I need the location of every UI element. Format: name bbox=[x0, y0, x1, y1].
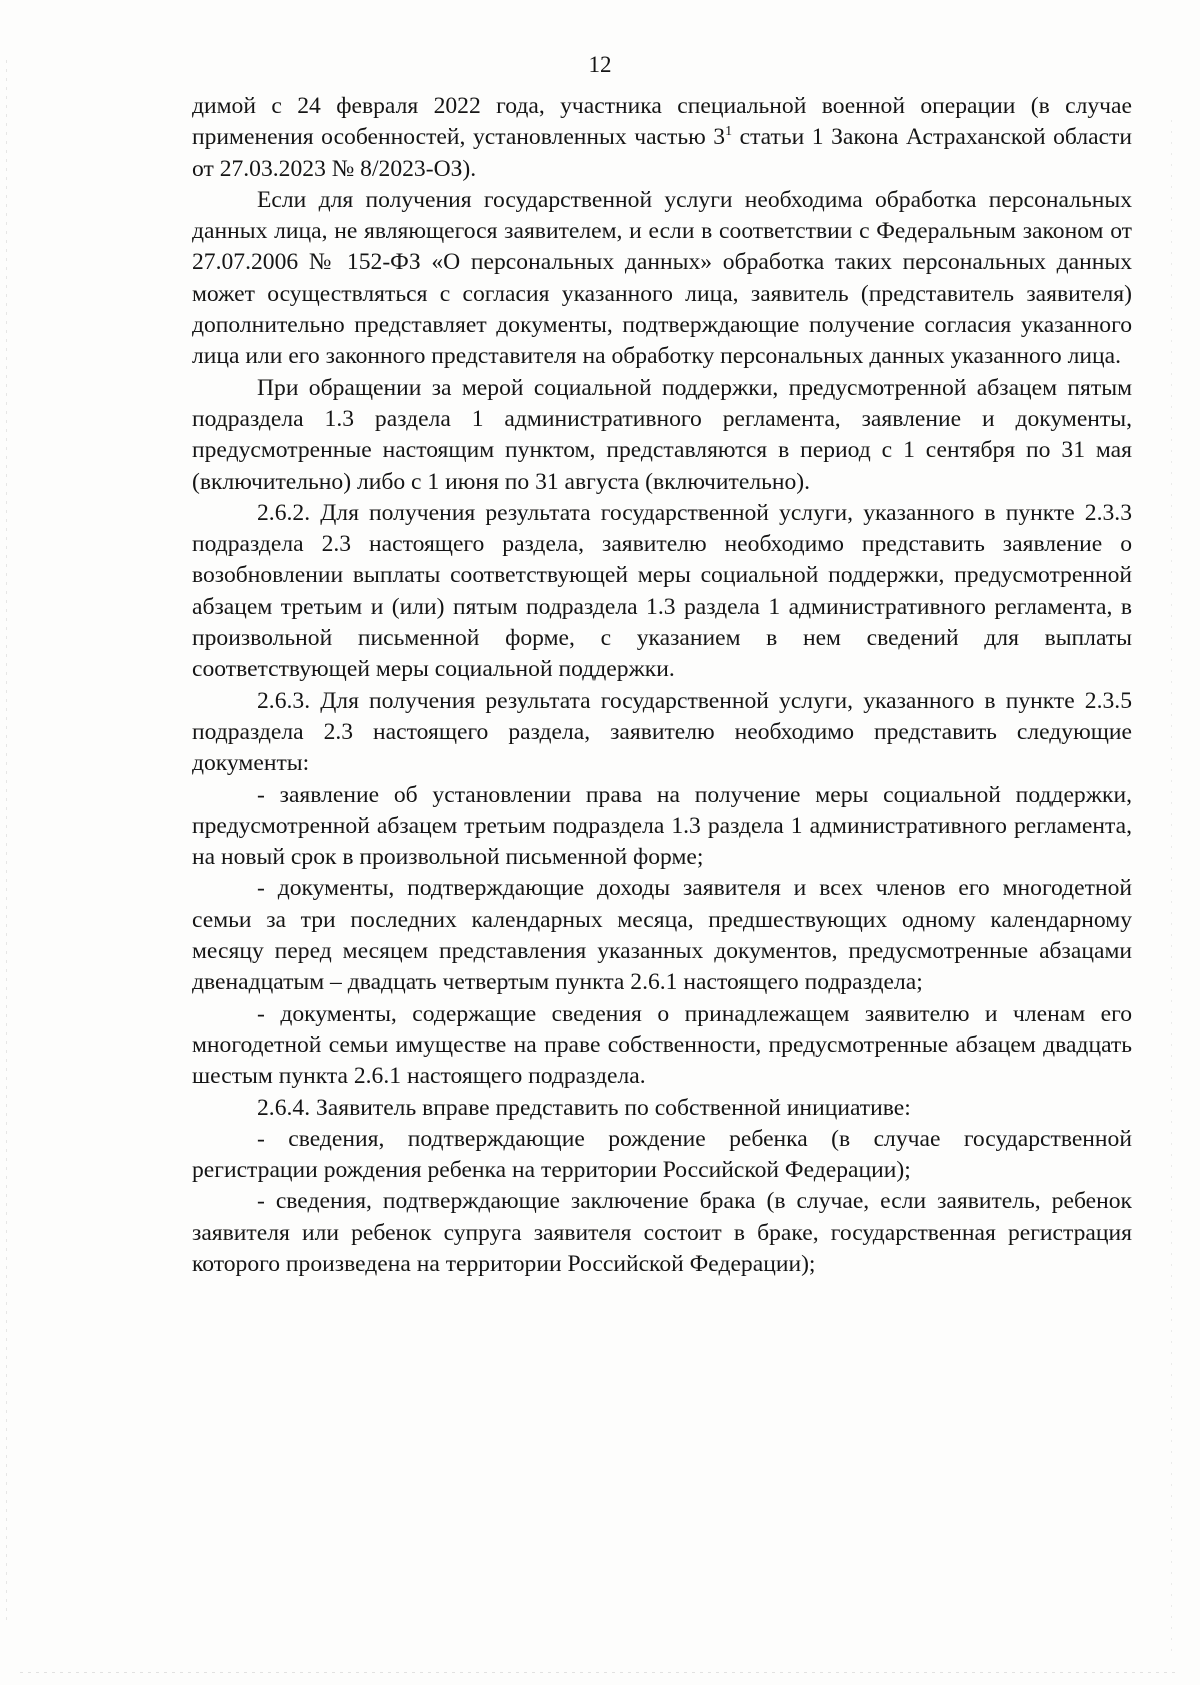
list-item: - сведения, подтверждающие рождение ребенка (в случае государственной регистрации рождения ребенка на территории Российской Федерации); bbox=[192, 1125, 1132, 1184]
list-item: - заявление об установлении права на получение меры социальной поддержки, предусмотренной абзацем третьим подраздела 1.3 раздела 1 административного регламента, на новый срок в произвольной письменной форме; bbox=[192, 781, 1132, 871]
paragraph: 2.6.4. Заявитель вправе представить по собственной инициативе: bbox=[257, 1094, 911, 1121]
paragraph: 2.6.3. Для получения результата государственной услуги, указанного в пункте 2.3.5 подраздела 2.3 настоящего раздела, заявителю необходимо представить следующие документы: bbox=[192, 687, 1132, 777]
list-item: - сведения, подтверждающие заключение брака (в случае, если заявитель, ребенок заявителя или ребенок супруга заявителя состоит в браке, государственная регистрация которого произведена на территории Российской Федерации); bbox=[192, 1188, 1132, 1277]
scan-edge-left bbox=[6, 60, 7, 1620]
list-item: - документы, подтверждающие доходы заявителя и всех членов его многодетной семьи за три последних календарных месяца, предшествующих одному календарному месяцу перед месяцем представления указанных документов, предусмотренные абзацами двенадцатым – двадцать четвертым пункта 2.6.1 настоящего подраздела; bbox=[192, 875, 1132, 996]
scan-edge-right bbox=[1171, 120, 1172, 1660]
paragraph: При обращении за мерой социальной поддержки, предусмотренной абзацем пятым подраздела 1.3 раздела 1 административного регламента, заявление и документы, предусмотренные настоящим пунктом, представляются в период с 1 сентября по 31 мая (включительно) либо с 1 июня по 31 августа (включительно). bbox=[192, 374, 1132, 495]
paragraph-text: димой с 24 февраля 2022 года, участника специальной военной операции (в случае применения особенностей, установленных частью 3 bbox=[192, 93, 1132, 151]
page-number: 12 bbox=[588, 52, 612, 77]
paragraph bbox=[192, 91, 1132, 185]
paragraph-text: статьи 1 Закона Астраханской области от 27.03.2023 № 8/2023-ОЗ). bbox=[192, 124, 1132, 182]
document-body bbox=[192, 91, 1132, 1280]
paragraph: Если для получения государственной услуги необходима обработка персональных данных лица, не являющегося заявителем, и если в соответствии с Федеральным законом от 27.07.2006 № 152-ФЗ «О персональных данных» обработка таких персональных данных может осуществляться с согласия указанного лица, заявитель (представитель заявителя) дополнительно представляет документы, подтверждающие получение согласия указанного лица или его законного представителя на обработку персональных данных указанного лица. bbox=[192, 186, 1132, 370]
scan-edge-bottom bbox=[20, 1672, 1180, 1673]
list-item: - документы, содержащие сведения о принадлежащем заявителю и членам его многодетной семьи имуществе на праве собственности, предусмотренные абзацем двадцать шестым пункта 2.6.1 настоящего подраздела. bbox=[192, 1000, 1132, 1090]
superscript: 1 bbox=[725, 124, 733, 140]
paragraph: 2.6.2. Для получения результата государственной услуги, указанного в пункте 2.3.3 подраздела 2.3 настоящего раздела, заявителю необходимо представить заявление о возобновлении выплаты соответствующей меры социальной поддержки, предусмотренной абзацем третьим и (или) пятым подраздела 1.3 раздела 1 административного регламента, в произвольной письменной форме, с указанием в нем сведений для выплаты соответствующей меры социальной поддержки. bbox=[192, 499, 1132, 683]
